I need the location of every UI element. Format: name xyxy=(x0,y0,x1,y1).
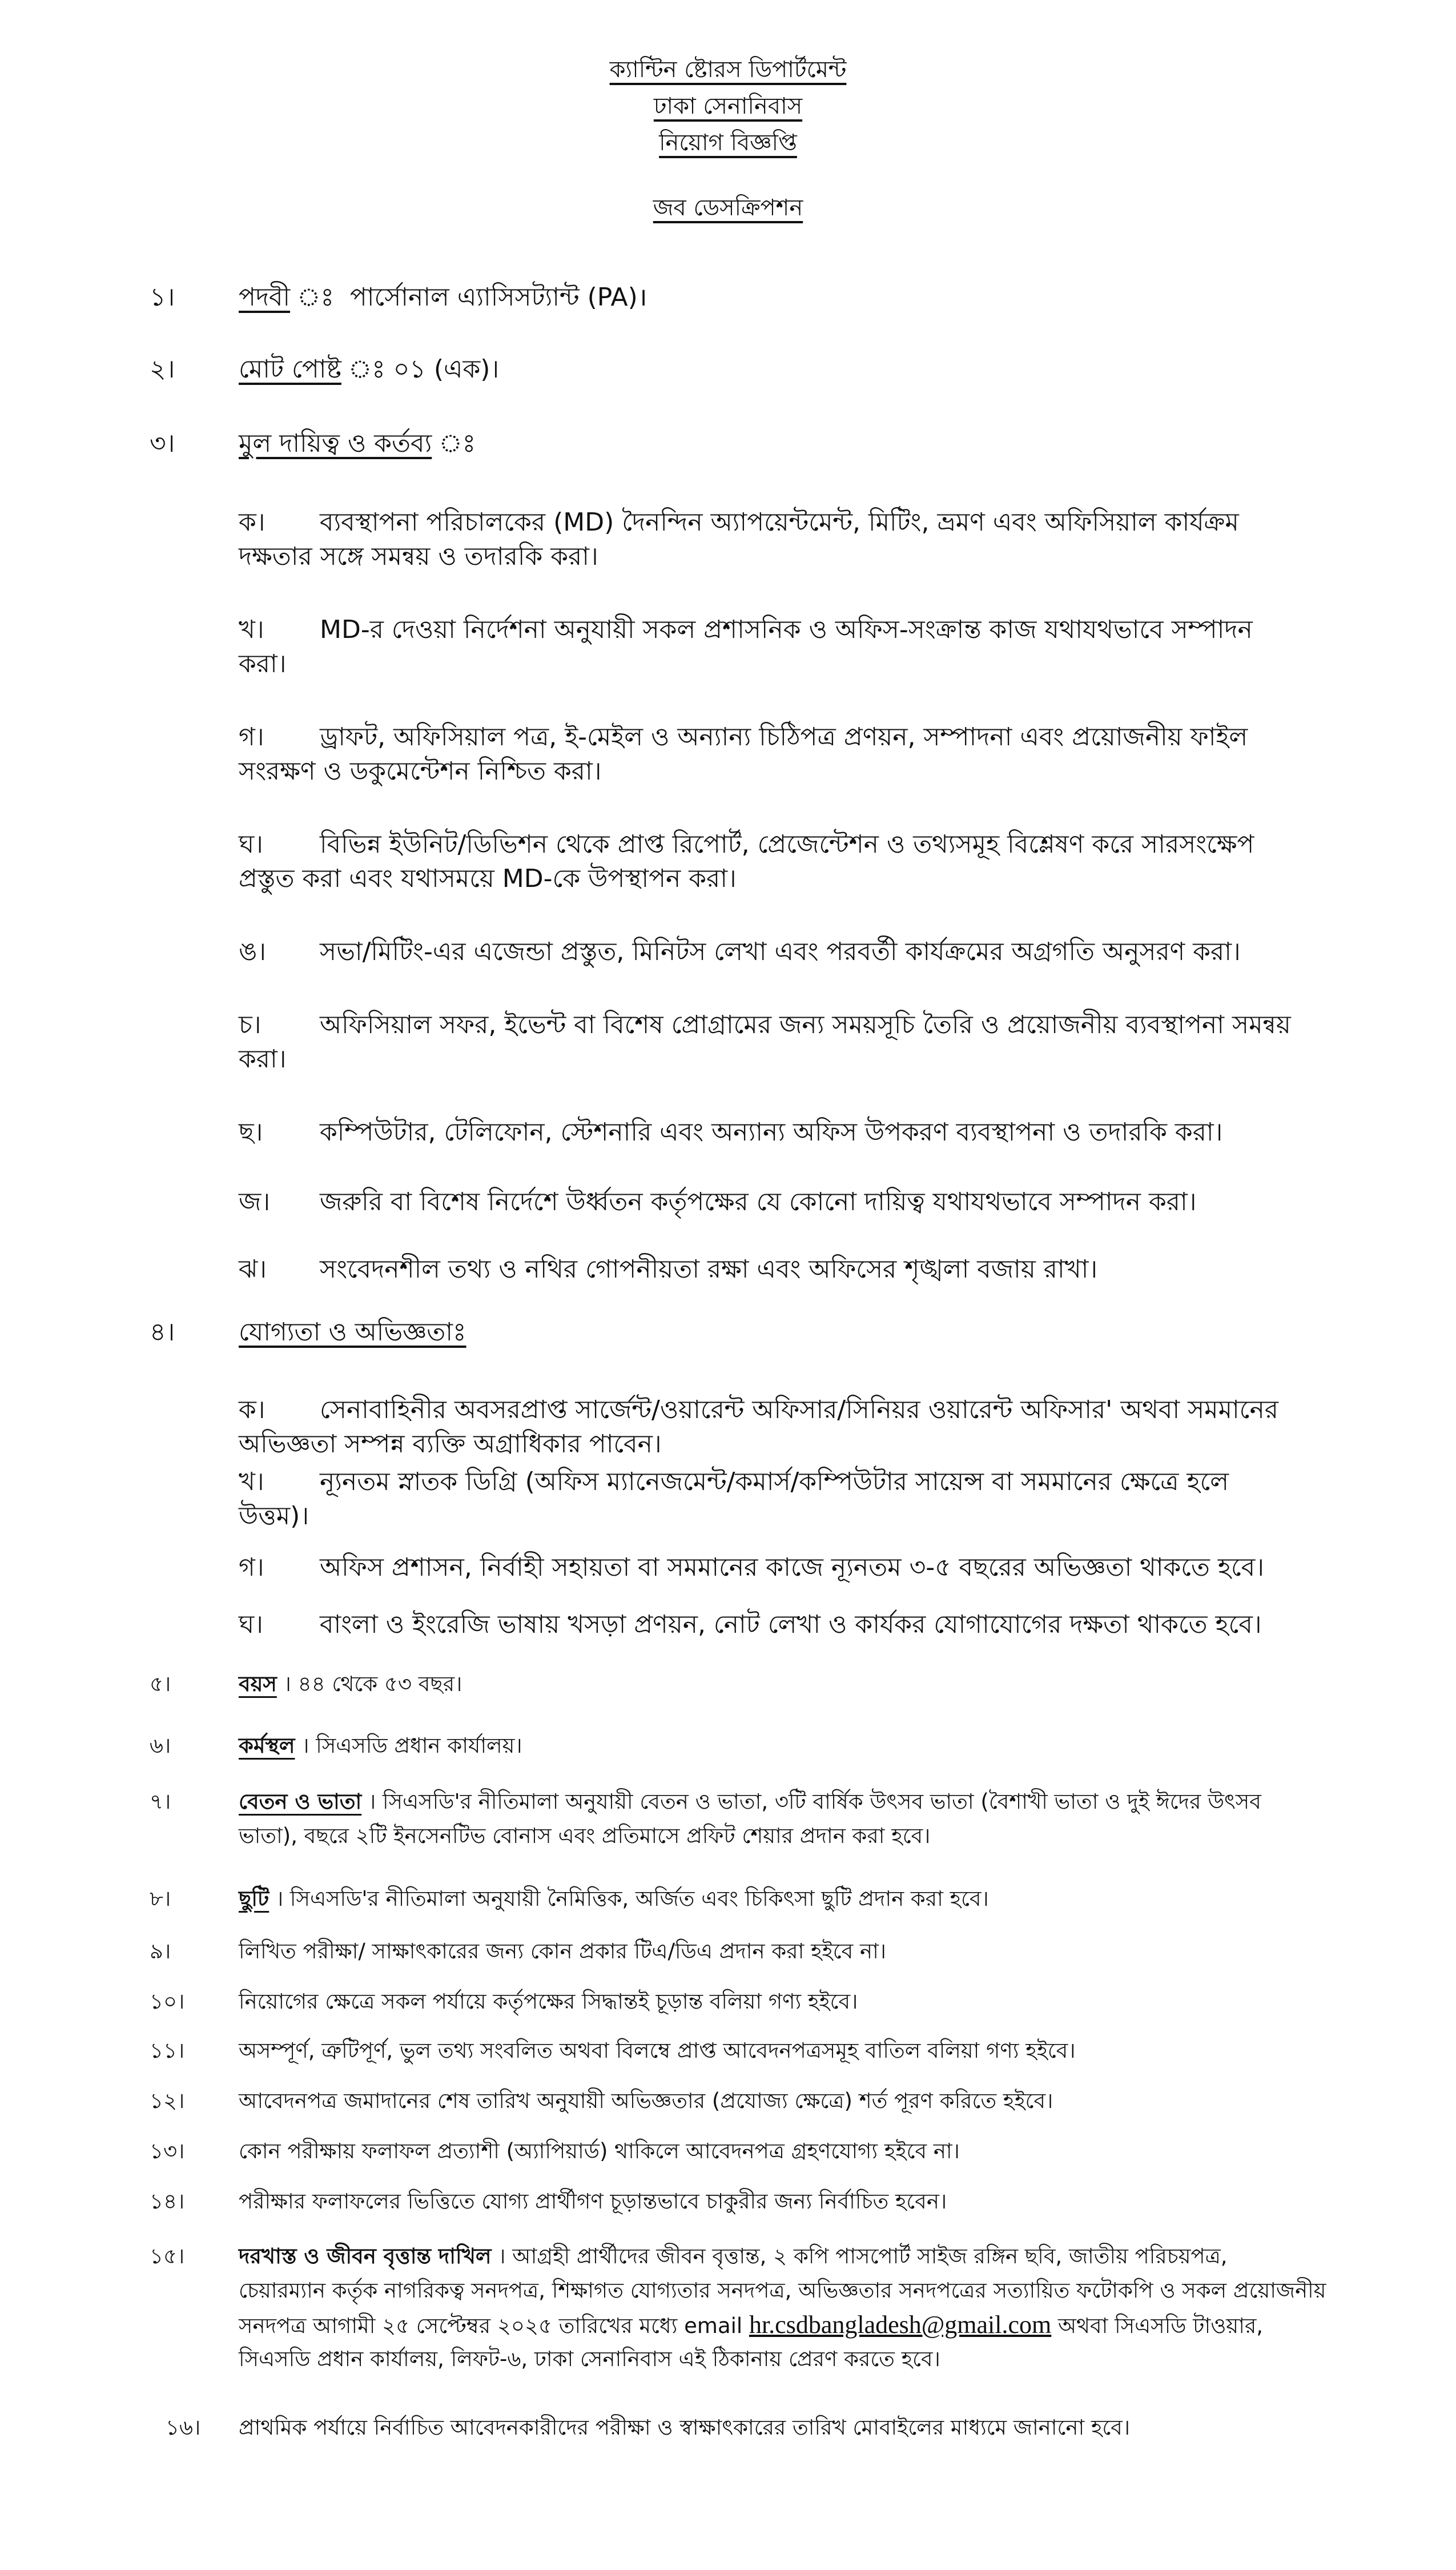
application-row xyxy=(239,2240,1352,2273)
designation-row xyxy=(239,278,1352,318)
section-number: ৮। xyxy=(150,1886,171,1911)
application-label: দরখাস্ত ও জীবন বৃত্তান্ত দাখিল xyxy=(239,2244,492,2268)
workplace-value: । সিএসডি প্রধান কার্যালয়। xyxy=(301,1733,522,1758)
item-label: খ। xyxy=(239,615,264,644)
section-number: ৩। xyxy=(150,429,175,458)
duty-item-line: দক্ষতার সঙ্গে সমন্বয় ও তদারকি করা। xyxy=(239,542,598,571)
duty-item-line: প্রস্তুত করা এবং যথাসময়ে MD-কে উপস্থাপন করা। xyxy=(239,864,737,893)
qualification-item-line: ন্যূনতম স্নাতক ডিগ্রি (অফিস ম্যানেজমেন্ট/কমার্স/কম্পিউটার সায়েন্স বা সমমানের ক্ষেত্রে হলে xyxy=(320,1467,1229,1496)
qualification-label: যোগ্যতা ও অভিজ্ঞতাঃ xyxy=(239,1318,466,1347)
section-number: ৯। xyxy=(150,1939,171,1963)
duty-item-line: অফিসিয়াল সফর, ইভেন্ট বা বিশেষ প্রোগ্রামের জন্য সময়সূচি তৈরি ও প্রয়োজনীয় ব্যবস্থাপনা সমন্বয় xyxy=(320,1010,1291,1039)
qualification-item-line: অভিজ্ঞতা সম্পন্ন ব্যক্তি অগ্রাধিকার পাবেন। xyxy=(239,1429,662,1459)
age-value: । ৪৪ থেকে ৫৩ বছর। xyxy=(283,1672,462,1696)
designation-label: পদবী xyxy=(239,283,291,312)
leave-text: । সিএসডি'র নীতিমালা অনুযায়ী নৈমিত্তিক, অর্জিত এবং চিকিৎসা ছুটি প্রদান করা হবে। xyxy=(275,1886,989,1911)
section-number: ১৫। xyxy=(150,2244,185,2268)
item-label: ক। xyxy=(239,1395,266,1424)
section-number: ৫। xyxy=(150,1672,171,1696)
section-number: ৭। xyxy=(150,1789,171,1814)
section-number: ১। xyxy=(150,283,175,312)
application-text-line: সিএসডি প্রধান কার্যালয়, লিফট-৬, ঢাকা সেনানিবাস এই ঠিকানায় প্রেরণ করতে হবে। xyxy=(239,2347,940,2371)
item-label: ঙ। xyxy=(239,937,267,966)
item-label: ঝ। xyxy=(239,1255,267,1284)
salary-text-line: ভাতা), বছরে ২টি ইনসেনটিভ বোনাস এবং প্রতিমাসে প্রফিট শেয়ার প্রদান করা হবে। xyxy=(239,1824,931,1848)
clause-text: আবেদনপত্র জমাদানের শেষ তারিখ অনুযায়ী অভিজ্ঞতার (প্রযোজ্য ক্ষেত্রে) শর্ত পূরণ করিতে হইবে। xyxy=(239,2089,1053,2113)
qualification-item-line: উত্তম)। xyxy=(239,1501,309,1531)
item-label: ছ। xyxy=(239,1118,263,1147)
section-number: ১১। xyxy=(150,2038,185,2063)
department-title: ক্যান্টিন ষ্টোরস ডিপার্টমেন্ট xyxy=(609,57,847,83)
designation-value: পার্সোনাল এ্যাসিসট্যান্ট (PA)। xyxy=(349,283,647,312)
clause-text: পরীক্ষার ফলাফলের ভিত্তিতে যোগ্য প্রার্থীগণ চূড়ান্তভাবে চাকুরীর জন্য নির্বাচিত হবেন। xyxy=(239,2189,947,2214)
section-number: ২। xyxy=(150,355,175,384)
total-posts-row xyxy=(239,350,1352,389)
leave-label: ছুটি xyxy=(239,1886,270,1911)
duty-item-line: MD-র দেওয়া নির্দেশনা অনুযায়ী সকল প্রশাসনিক ও অফিস-সংক্রান্ত কাজ যথাযথভাবে সম্পাদন xyxy=(320,615,1253,644)
item-label: চ। xyxy=(239,1010,262,1039)
duty-item-line: কম্পিউটার, টেলিফোন, স্টেশনারি এবং অন্যান্য অফিস উপকরণ ব্যবস্থাপনা ও তদারকি করা। xyxy=(320,1118,1223,1147)
qualification-item-line: অফিস প্রশাসন, নির্বাহী সহায়তা বা সমমানের কাজে ন্যূনতম ৩-৫ বছরের অভিজ্ঞতা থাকতে হবে। xyxy=(320,1553,1264,1582)
salary-label: বেতন ও ভাতা xyxy=(239,1789,362,1814)
notice-title: নিয়োগ বিজ্ঞপ্তি xyxy=(659,130,797,156)
salary-row xyxy=(239,1785,1352,1818)
duties-heading xyxy=(239,424,1352,464)
item-label: জ। xyxy=(239,1187,271,1216)
qualification-heading xyxy=(239,1312,1352,1352)
email-link[interactable]: hr.csdbangladesh@gmail.com xyxy=(749,2311,1052,2339)
qualification-item-line: সেনাবাহিনীর অবসরপ্রাপ্ত সার্জেন্ট/ওয়ারেন্ট অফিসার/সিনিয়র ওয়ারেন্ট অফিসার' অথবা সমমানের xyxy=(320,1395,1278,1424)
clause-text: নিয়োগের ক্ষেত্রে সকল পর্যায়ে কর্তৃপক্ষের সিদ্ধান্তই চূড়ান্ত বলিয়া গণ্য হইবে। xyxy=(239,1989,858,2014)
salary-text: । সিএসডি'র নীতিমালা অনুযায়ী বেতন ও ভাতা, ৩টি বার্ষিক উৎসব ভাতা (বৈশাখী ভাতা ও দুই ঈদের উৎসব xyxy=(368,1789,1261,1814)
duty-item-line: ব্যবস্থাপনা পরিচালকের (MD) দৈনন্দিন অ্যাপয়েন্টমেন্ট, মিটিং, ভ্রমণ এবং অফিসিয়াল কার্যক্রম xyxy=(320,508,1239,537)
section-number: ৪। xyxy=(150,1318,175,1347)
duty-item-line: বিভিন্ন ইউনিট/ডিভিশন থেকে প্রাপ্ত রিপোর্ট, প্রেজেন্টেশন ও তথ্যসমূহ বিশ্লেষণ করে সারসংক্ষেপ xyxy=(320,830,1254,859)
workplace-row xyxy=(239,1729,1352,1762)
section-number: ১৬। xyxy=(166,2415,201,2440)
duty-item-line: করা। xyxy=(239,649,287,678)
item-label: গ। xyxy=(239,1553,264,1582)
application-deadline-text: সনদপত্র আগামী ২৫ সেপ্টেম্বর ২০২৫ তারিখের মধ্যে email xyxy=(239,2314,743,2338)
clause-text: অসম্পূর্ণ, ত্রুটিপূর্ণ, ভুল তথ্য সংবলিত অথবা বিলম্বে প্রাপ্ত আবেদনপত্রসমূহ বাতিল বলিয়া গণ্য হইবে। xyxy=(239,2038,1076,2063)
duty-item-line: সংবেদনশীল তথ্য ও নথির গোপনীয়তা রক্ষা এবং অফিসের শৃঙ্খলা বজায় রাখা। xyxy=(320,1255,1098,1284)
duty-item-line: সভা/মিটিং-এর এজেন্ডা প্রস্তুত, মিনিটস লেখা এবং পরবর্তী কার্যক্রমের অগ্রগতি অনুসরণ করা। xyxy=(320,937,1241,966)
qualification-item-line: বাংলা ও ইংরেজি ভাষায় খসড়া প্রণয়ন, নোট লেখা ও কার্যকর যোগাযোগের দক্ষতা থাকতে হবে। xyxy=(320,1610,1262,1639)
item-label: ক। xyxy=(239,508,266,537)
section-number: ১২। xyxy=(150,2089,185,2113)
leave-row xyxy=(239,1882,1352,1916)
section-number: ১৪। xyxy=(150,2189,185,2214)
duty-item-line: করা। xyxy=(239,1045,287,1074)
age-label: বয়স xyxy=(239,1672,277,1696)
age-row xyxy=(239,1668,1352,1701)
application-text-line: চেয়ারম্যান কর্তৃক নাগরিকত্ব সনদপত্র, শিক্ষাগত যোগ্যতার সনদপত্র, অভিজ্ঞতার সনদপত্রের সত্যায়িত ফটোকপি ও সকল প্রয়োজনীয় xyxy=(239,2278,1326,2303)
duty-item-line: সংরক্ষণ ও ডকুমেন্টেশন নিশ্চিত করা। xyxy=(239,757,602,786)
item-label: গ। xyxy=(239,722,264,752)
section-number: ১৩। xyxy=(150,2139,185,2163)
section-number: ১০। xyxy=(150,1989,185,2014)
total-posts-label: মোট পোষ্ট xyxy=(239,355,341,384)
job-description-title: জব ডেসক্রিপশন xyxy=(653,195,803,221)
location-title: ঢাকা সেনানিবাস xyxy=(653,93,803,119)
duty-item-line: ড্রাফট, অফিসিয়াল পত্র, ই-মেইল ও অন্যান্য চিঠিপত্র প্রণয়ন, সম্পাদনা এবং প্রয়োজনীয় ফাইল xyxy=(320,722,1248,752)
section-number: ৬। xyxy=(150,1733,171,1758)
application-text: । আগ্রহী প্রার্থীদের জীবন বৃত্তান্ত, ২ কপি পাসপোর্ট সাইজ রঙ্গিন ছবি, জাতীয় পরিচয়পত্র, xyxy=(498,2244,1228,2268)
item-label: ঘ। xyxy=(239,830,263,859)
application-address-text: অথবা সিএসডি টাওয়ার, xyxy=(1058,2314,1264,2338)
clause-text: লিখিত পরীক্ষা/ সাক্ষাৎকারের জন্য কোন প্রকার টিএ/ডিএ প্রদান করা হইবে না। xyxy=(239,1939,887,1963)
application-text-line xyxy=(239,2308,1352,2343)
item-label: ঘ। xyxy=(239,1610,263,1639)
clause-text: কোন পরীক্ষায় ফলাফল প্রত্যাশী (অ্যাপিয়ার্ড) থাকিলে আবেদনপত্র গ্রহণযোগ্য হইবে না। xyxy=(239,2139,960,2163)
duties-label: মুল দায়িত্ব ও কর্তব্য xyxy=(239,429,432,458)
total-posts-value: ০১ (এক)। xyxy=(393,355,500,384)
duty-item-line: জরুরি বা বিশেষ নির্দেশে উর্ধ্বতন কর্তৃপক্ষের যে কোনো দায়িত্ব যথাযথভাবে সম্পাদন করা। xyxy=(320,1187,1197,1216)
clause-text: প্রাথমিক পর্যায়ে নির্বাচিত আবেদনকারীদের পরীক্ষা ও স্বাক্ষাৎকারের তারিখ মোবাইলের মাধ্যমে জানানো হবে। xyxy=(239,2415,1131,2440)
item-label: খ। xyxy=(239,1467,264,1496)
workplace-label: কর্মস্থল xyxy=(239,1733,295,1758)
